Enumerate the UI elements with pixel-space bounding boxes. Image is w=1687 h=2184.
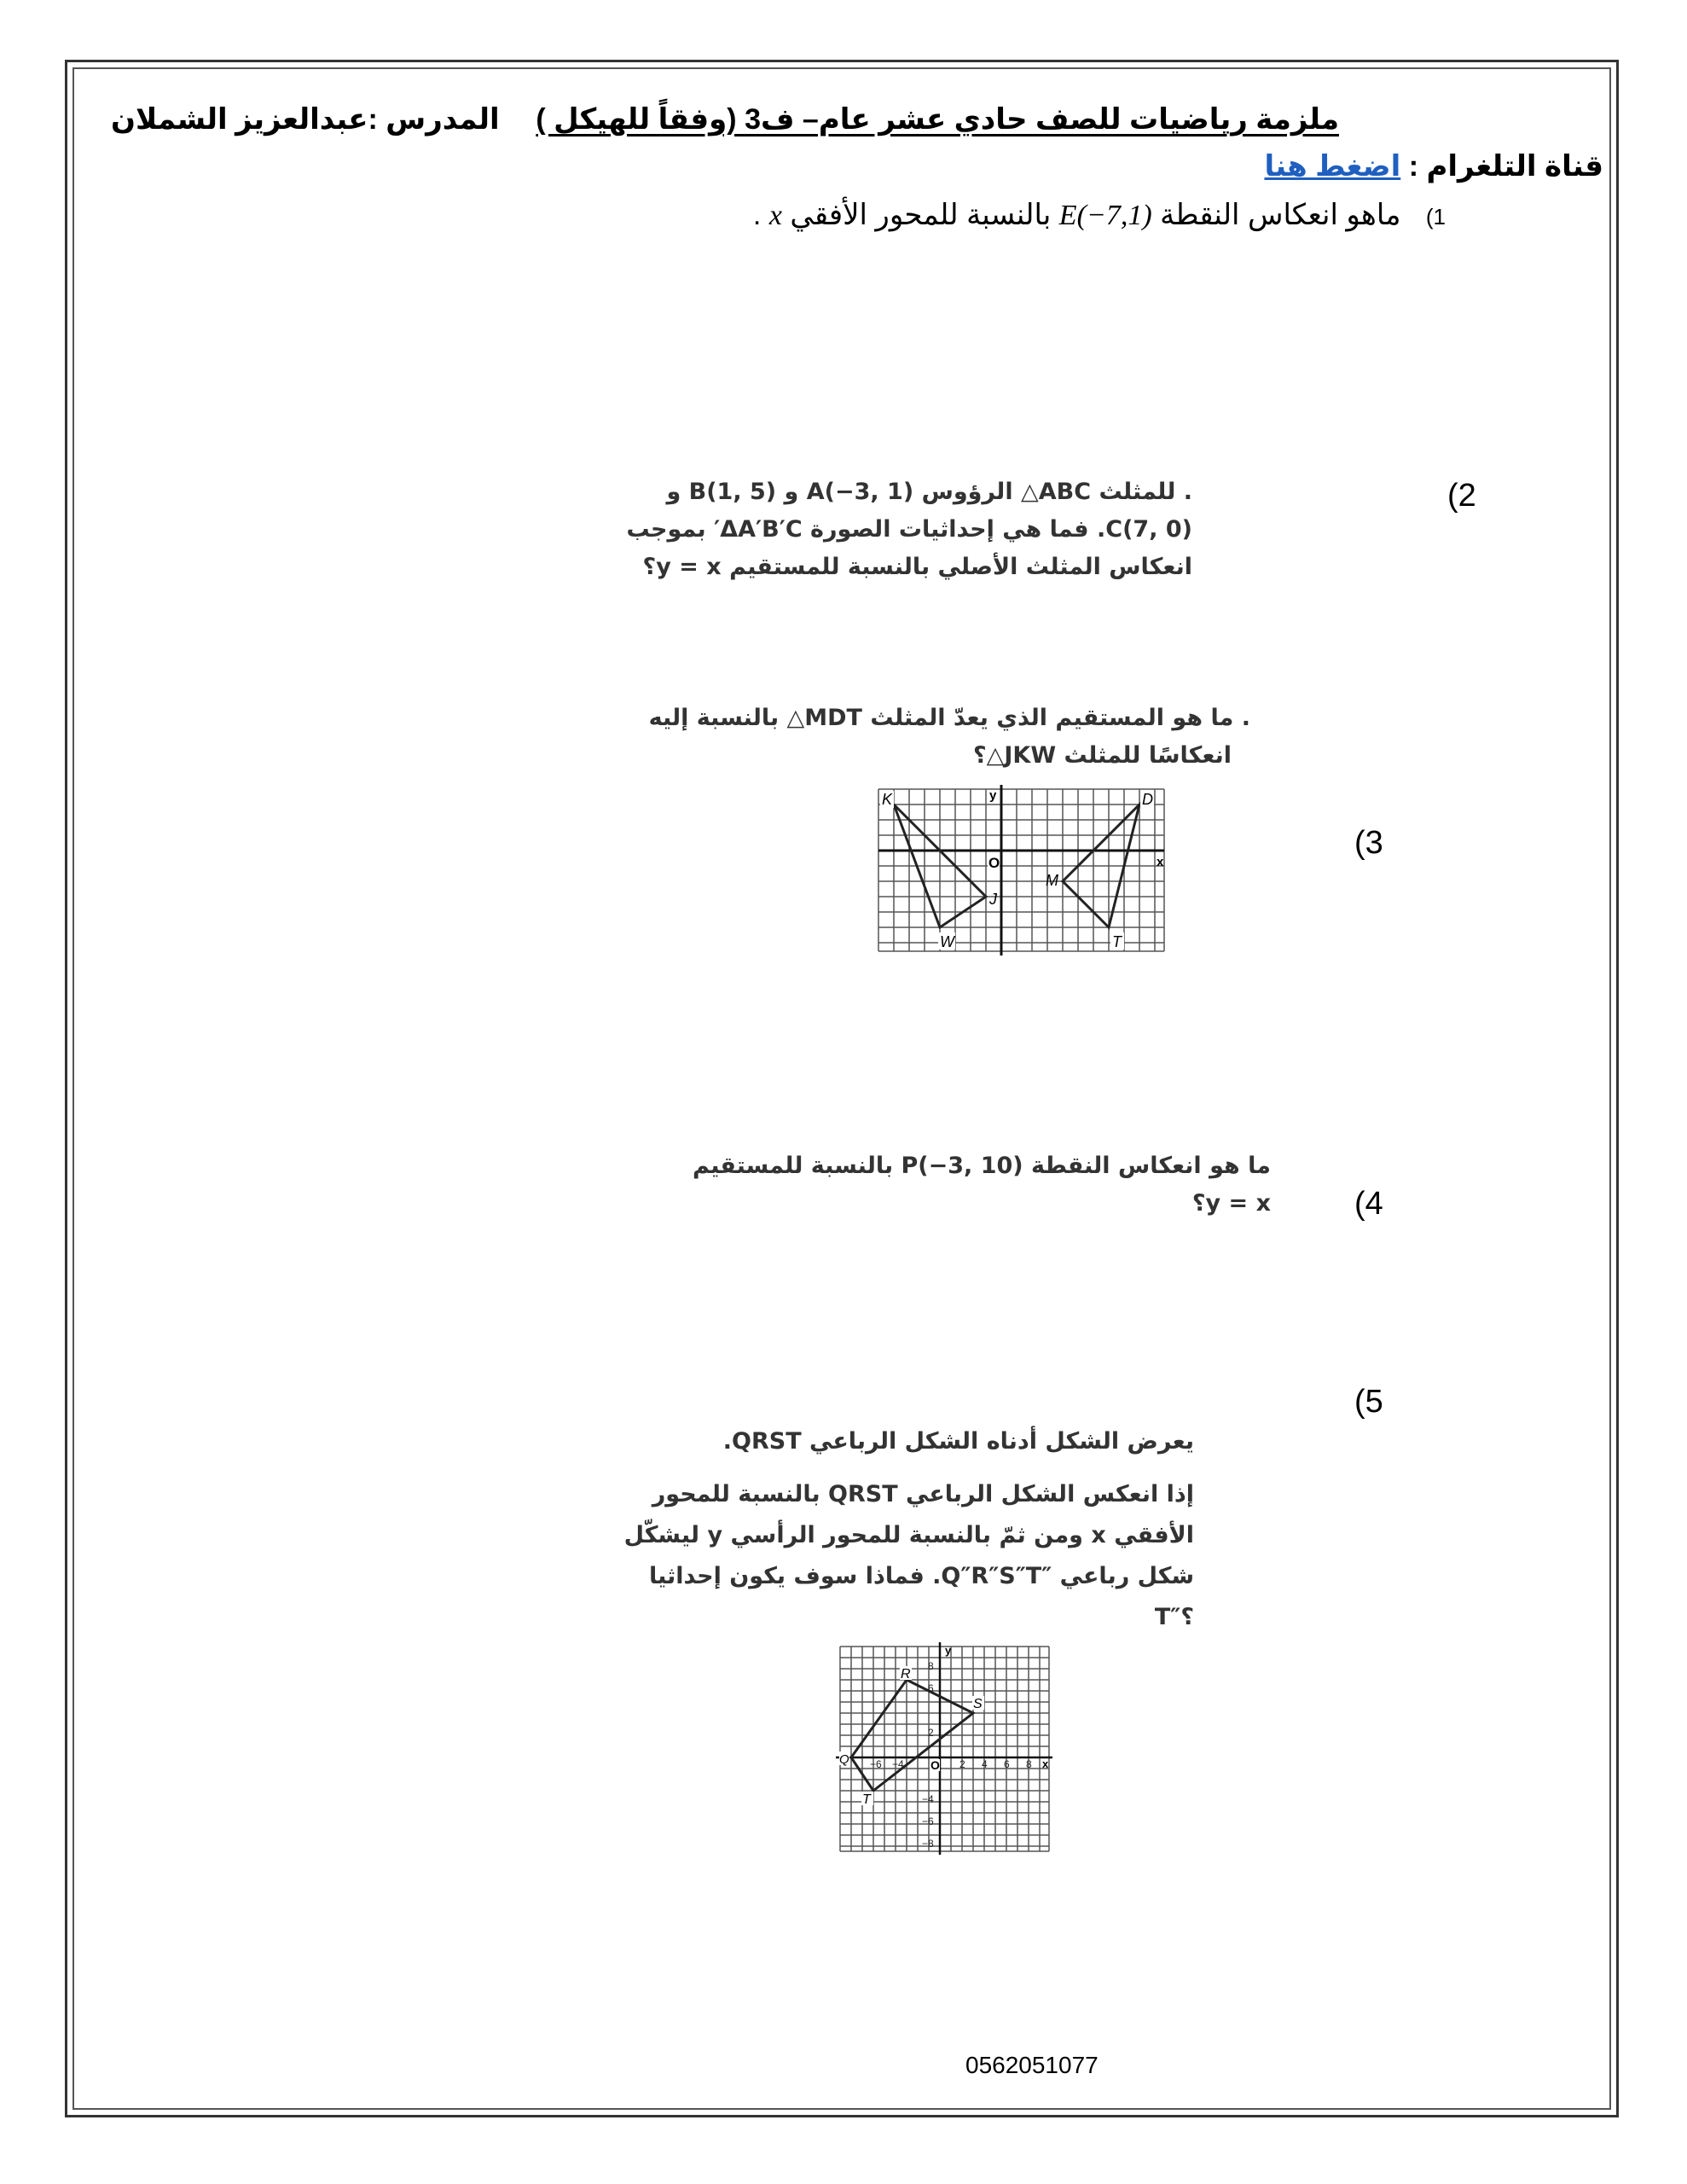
y-tick-8: 8 [928,1660,934,1672]
question-4-number: (4 [1354,1186,1383,1222]
label-t5: T [862,1792,871,1807]
question-2-line-1: . للمثلث ABC△ الرؤوس (A(−3, 1 و (B(1, 5 و [666,479,1192,505]
footer-phone: 0562051077 [965,2052,1099,2078]
question-3-axes [878,785,1164,956]
x-tick-4: 4 [982,1758,988,1770]
telegram-link[interactable]: اضغط هنا [1264,150,1401,183]
label-x5: x [1042,1757,1049,1770]
question-1-text-a: ماهو انعكاس النقطة [1160,199,1401,231]
label-x: x [1157,855,1164,869]
label-k: K [882,791,893,808]
x-tick-2: 2 [959,1758,965,1770]
question-3-line-2: انعكاسًا للمثلث JKW△؟ [972,742,1232,769]
question-3-number: (3 [1354,825,1383,861]
y-tick-neg8: −8 [922,1838,934,1850]
question-2-line-2: (C(7, 0. فما هي إحداثيات الصورة ΔA′B′C′ بموجب [626,516,1192,543]
label-y5: y [945,1644,952,1657]
question-5-line-5: ؟″T [1154,1604,1194,1630]
question-4-line-2: y = x؟ [1191,1190,1271,1217]
question-5-number: (5 [1354,1384,1383,1420]
worksheet-title: ملزمة رياضيات للصف حادي عشر عام– ف3 (وفقاً للهيكل ) [536,103,1339,136]
question-3-grid [878,789,1164,951]
question-5-text [624,1474,1194,1638]
question-1 [753,198,1446,232]
question-5-axes [836,1642,1052,1855]
question-1-text-b: بالنسبة للمحور الأفقي [790,199,1052,231]
question-1-end: . [752,199,762,231]
question-5-line-4: شكل رباعي ″Q″R″S″T. فماذا سوف يكون إحداثيا [649,1563,1194,1589]
question-5-grid [840,1647,1049,1851]
label-s: S [973,1697,983,1711]
label-m: M [1046,872,1058,889]
question-5-line-3: الأفقي x ومن ثمّ بالنسبة للمحور الرأسي y ليشكّل [623,1522,1194,1548]
x-tick-neg4: −4 [892,1758,904,1770]
label-q: Q [839,1752,849,1767]
y-tick-neg4: −4 [922,1793,934,1805]
teacher-name: المدرس :عبدالعزيز الشملان [111,103,500,136]
telegram-label: قناة التلغرام : [1408,150,1603,183]
question-1-axis: x [768,200,782,231]
question-5-intro [723,1423,1194,1461]
question-4-line-1: ما هو انعكاس النقطة (P(−3, 10 بالنسبة للمستقيم [693,1153,1271,1179]
question-3-graph [870,781,1173,960]
x-tick-8: 8 [1026,1758,1032,1770]
question-1-number: 1) [1425,204,1446,229]
label-y: y [989,788,997,803]
label-r: R [901,1667,911,1682]
y-tick-2: 2 [928,1727,934,1739]
label-o5: O [930,1758,940,1772]
x-tick-neg6: −6 [870,1758,882,1770]
question-5-graph [836,1642,1053,1856]
question-1-point: E(−7,1) [1058,200,1152,231]
label-o: O [988,855,1000,871]
question-5-line-1: يعرض الشكل أدناه الشكل الرباعي QRST. [722,1428,1194,1455]
question-4-text [693,1147,1271,1223]
question-2-number: (2 [1447,478,1476,514]
label-w: W [940,933,954,950]
label-d: D [1142,791,1153,808]
label-t: T [1112,933,1122,950]
y-tick-neg6: −6 [922,1815,934,1827]
question-3-text [649,700,1250,775]
telegram-channel [1264,149,1603,183]
label-j: J [989,891,997,908]
question-2-line-3: انعكاس المثلث الأصلي بالنسبة للمستقيم y = x؟ [642,554,1192,580]
question-2-text [626,473,1192,586]
question-5-line-2: إذا انعكس الشكل الرباعي QRST بالنسبة للمحور [652,1481,1194,1507]
y-tick-6: 6 [928,1682,934,1694]
x-tick-6: 6 [1004,1758,1010,1770]
question-3-line-1: . ما هو المستقيم الذي يعدّ المثلث MDT△ بالنسبة إليه [648,705,1250,731]
